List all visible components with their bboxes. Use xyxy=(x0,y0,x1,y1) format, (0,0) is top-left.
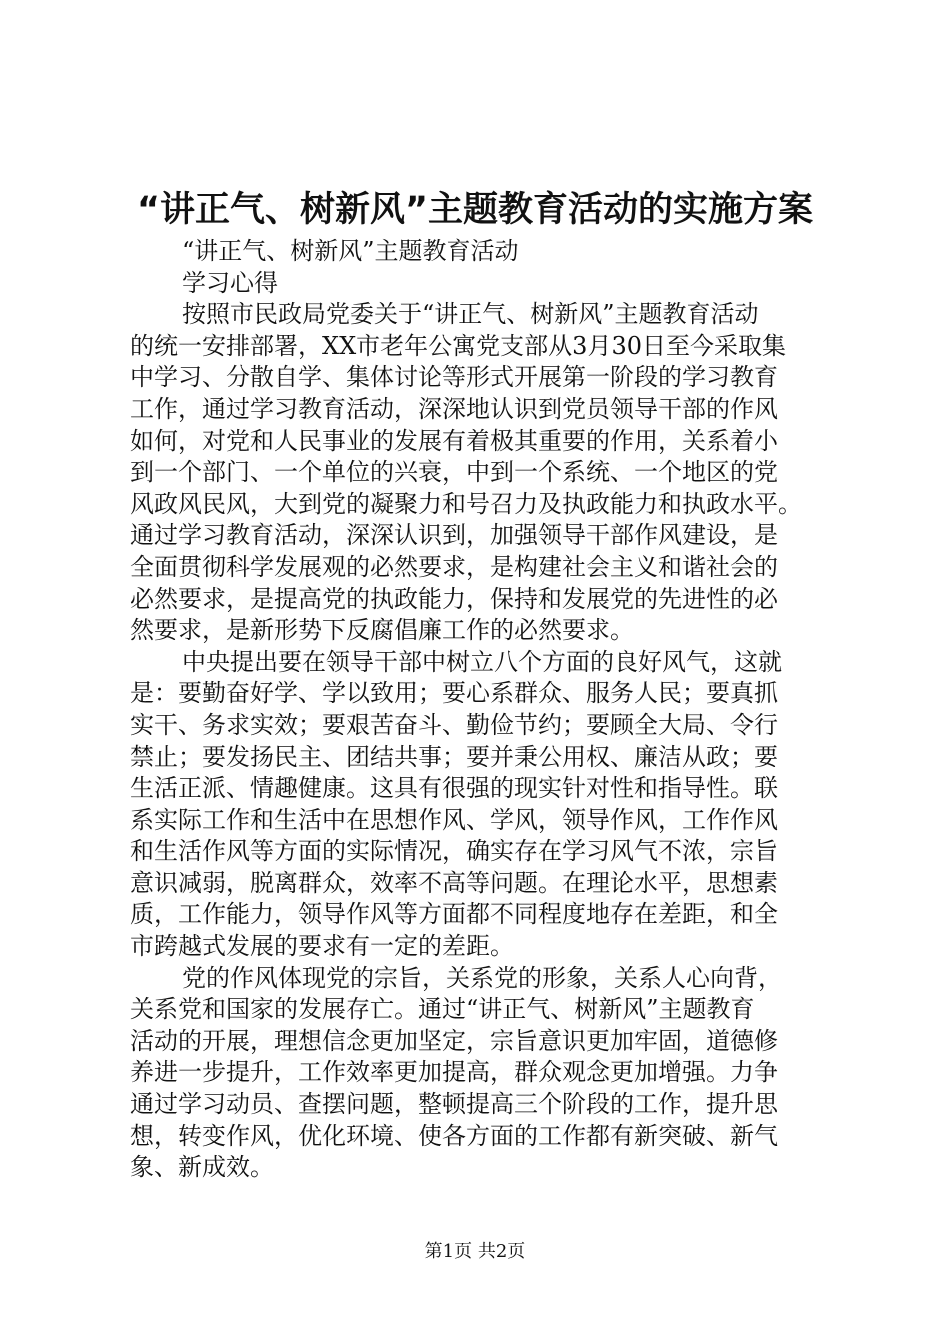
text-line: 中央提出要在领导干部中树立八个方面的良好风气，这就 xyxy=(182,647,782,676)
document-title: “讲正气、树新风”主题教育活动的实施方案 xyxy=(136,190,813,230)
text-line: 养进一步提升，工作效率更加提高，群众观念更加增强。力争 xyxy=(130,1058,778,1087)
text-line: 市跨越式发展的要求有一定的差距。 xyxy=(130,932,514,961)
text-line: 质，工作能力，领导作风等方面都不同程度地存在差距，和全 xyxy=(130,900,778,929)
paragraph-1 xyxy=(130,299,830,647)
text-line: 象、新成效。 xyxy=(130,1153,274,1182)
text-line: 工作，通过学习教育活动，深深地认识到党员领导干部的作风 xyxy=(130,394,778,423)
text-line: 禁止；要发扬民主、团结共事；要并秉公用权、廉洁从政；要 xyxy=(130,742,778,771)
text-line: 中学习、分散自学、集体讨论等形式开展第一阶段的学习教育 xyxy=(130,363,778,392)
text-line: 党的作风体现党的宗旨，关系党的形象，关系人心向背， xyxy=(182,963,782,992)
text-line: 实干、务求实效；要艰苦奋斗、勤俭节约；要顾全大局、令行 xyxy=(130,710,778,739)
text-line: 的统一安排部署，XX市老年公寓党支部从3月30日至今采取集 xyxy=(130,331,786,360)
text-line: 按照市民政局党委关于“讲正气、树新风”主题教育活动 xyxy=(182,300,759,329)
subtitle-line: 学习心得 xyxy=(182,268,278,297)
text-line: 通过学习教育活动，深深认识到，加强领导干部作风建设，是 xyxy=(130,521,778,550)
paragraph-3 xyxy=(130,963,830,1184)
text-line: 生活正派、情趣健康。这具有很强的现实针对性和指导性。联 xyxy=(130,774,778,803)
text-line: 意识减弱，脱离群众，效率不高等问题。在理论水平，思想素 xyxy=(130,868,778,897)
text-line: 系实际工作和生活中在思想作风、学风，领导作风，工作作风 xyxy=(130,805,778,834)
text-line: 和生活作风等方面的实际情况，确实存在学习风气不浓，宗旨 xyxy=(130,837,778,866)
text-line: 必然要求，是提高党的执政能力，保持和发展党的先进性的必 xyxy=(130,584,778,613)
text-line: 如何，对党和人民事业的发展有着极其重要的作用，关系着小 xyxy=(130,426,778,455)
text-line: 风政风民风，大到党的凝聚力和号召力及执政能力和执政水平。 xyxy=(130,489,802,518)
page-number-footer: 第1页 共2页 xyxy=(424,1241,526,1262)
subtitle-line: “讲正气、树新风”主题教育活动 xyxy=(182,237,519,265)
text-line: 是：要勤奋好学、学以致用；要心系群众、服务人民；要真抓 xyxy=(130,679,778,708)
text-line: 然要求，是新形势下反腐倡廉工作的必然要求。 xyxy=(130,616,634,645)
paragraph-2 xyxy=(130,647,830,963)
text-line: 到一个部门、一个单位的兴衰，中到一个系统、一个地区的党 xyxy=(130,458,778,487)
text-line: 活动的开展，理想信念更加坚定，宗旨意识更加牢固，道德修 xyxy=(130,1026,778,1055)
document-body xyxy=(130,236,830,1184)
text-line: 关系党和国家的发展存亡。通过“讲正气、树新风”主题教育 xyxy=(130,995,755,1024)
text-line: 全面贯彻科学发展观的必然要求，是构建社会主义和谐社会的 xyxy=(130,552,778,581)
text-line: 通过学习动员、查摆问题，整顿提高三个阶段的工作，提升思 xyxy=(130,1090,778,1119)
text-line: 想，转变作风，优化环境、使各方面的工作都有新突破、新气 xyxy=(130,1121,778,1150)
